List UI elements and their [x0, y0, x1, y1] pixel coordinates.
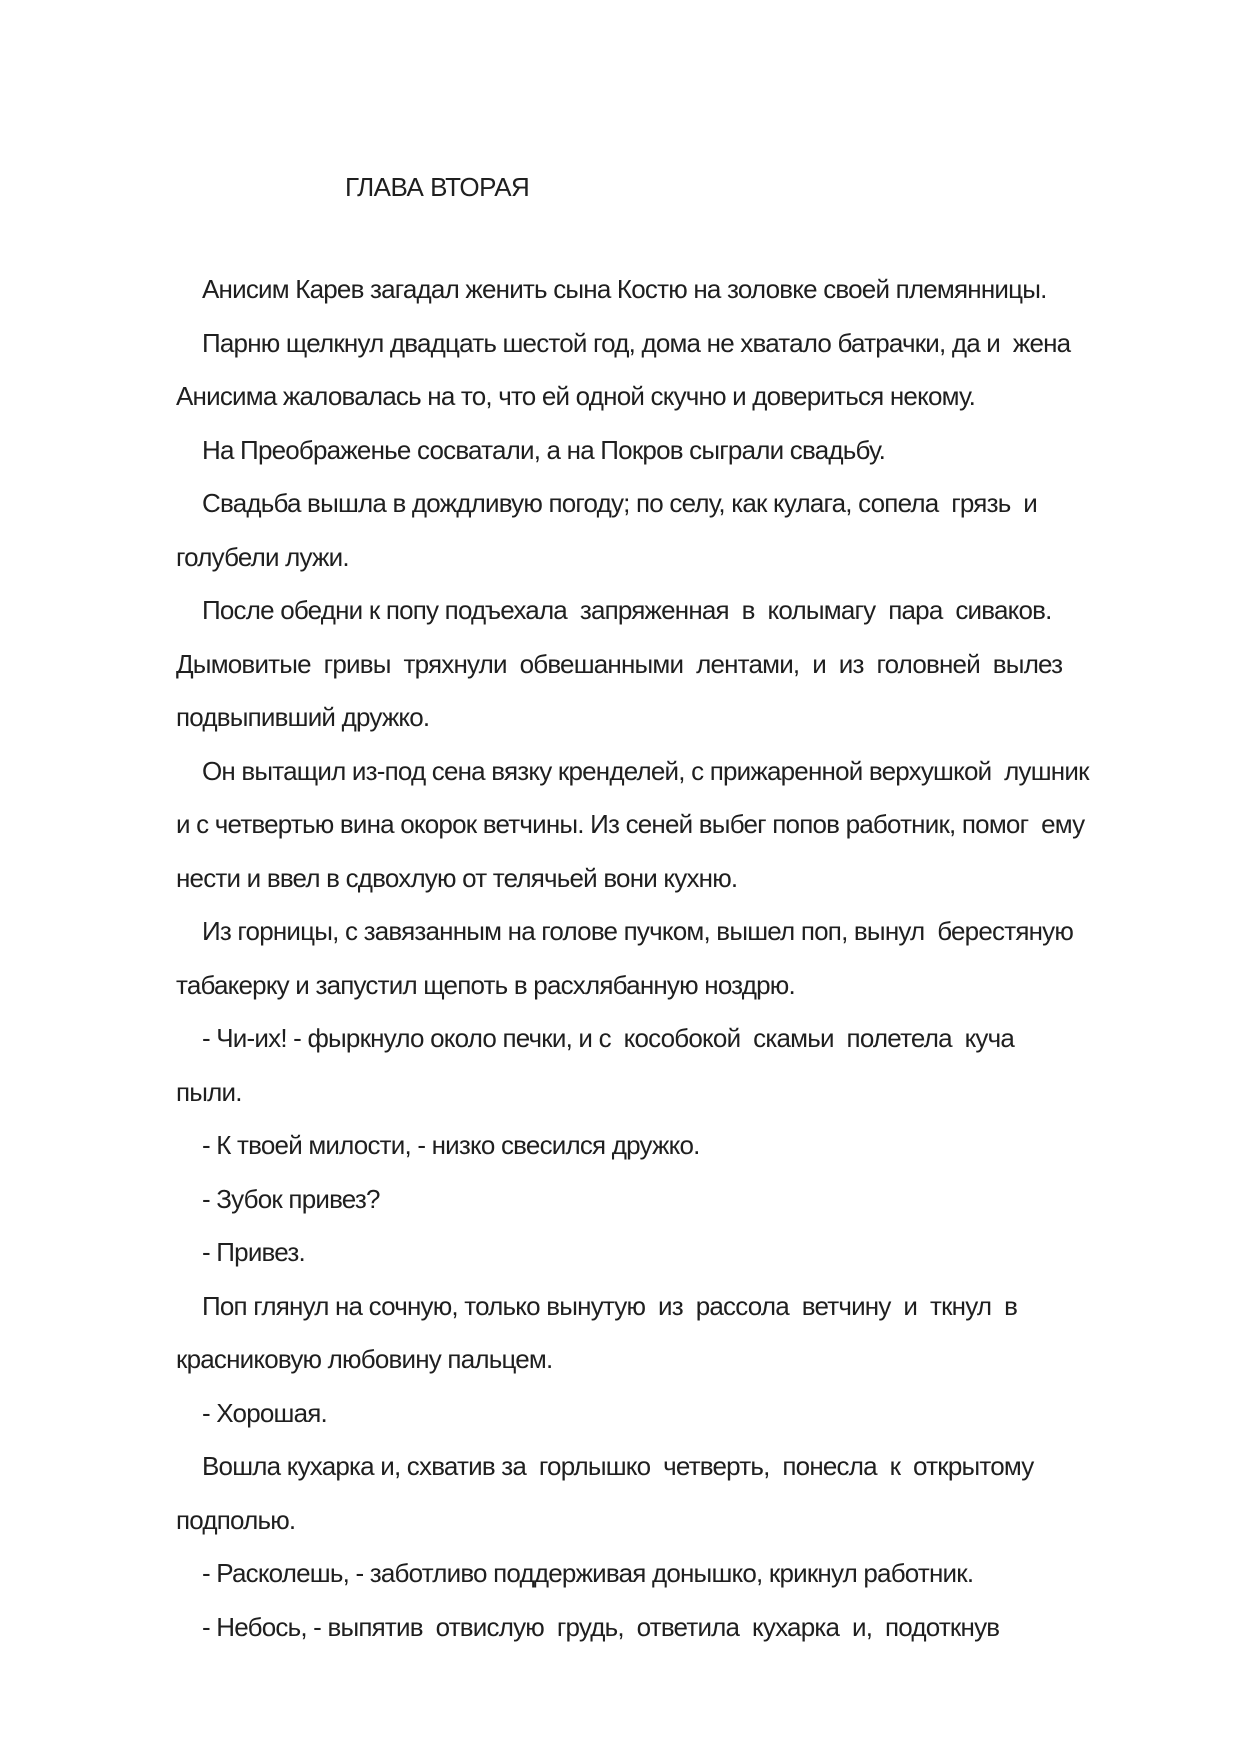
text-line: Анисима жаловалась на то, что ей одной скучно и довериться некому.: [176, 381, 975, 411]
text-line: табакерку и запустил щепоть в расхлябанную ноздрю.: [176, 969, 795, 1000]
text-line: нести и ввел в сдвохлую от телячьей вони кухню.: [176, 862, 738, 893]
text-line: - Хорошая.: [202, 1397, 327, 1428]
text-line: На Преображенье сосватали, а на Покров сыграли свадьбу.: [202, 434, 886, 465]
text-line: - Небось, - выпятив отвислую грудь, ответила кухарка и, подоткнув: [202, 1611, 1000, 1642]
text-line: Парню щелкнул двадцать шестой год, дома не хватало батрачки, да и жена: [202, 327, 1071, 358]
text-line: подполью.: [176, 1504, 296, 1535]
text-line: Из горницы, с завязанным на голове пучком, вышел поп, вынул берестяную: [202, 916, 1074, 946]
text-line: Поп глянул на сочную, только вынутую из рассола ветчину и ткнул в: [202, 1290, 1018, 1321]
text-line: Вошла кухарка и, схватив за горлышко четверть, понесла к открытому: [202, 1451, 1034, 1481]
text-line: красниковую любовину пальцем.: [176, 1344, 553, 1374]
text-line: - К твоей милости, - низко свесился дружко.: [202, 1130, 700, 1160]
document-body: [176, 263, 1136, 1654]
text-line: Он вытащил из-под сена вязку кренделей, с прижаренной верхушкой лушник: [202, 755, 1089, 786]
text-line: - Расколешь, - заботливо поддерживая донышко, крикнул работник.: [202, 1558, 974, 1588]
text-line: Свадьба вышла в дождливую погоду; по селу, как кулага, сопела грязь и: [202, 488, 1038, 518]
text-line: Анисим Карев загадал женить сына Костю на золовке своей племянницы.: [202, 274, 1047, 304]
text-line: подвыпивший дружко.: [176, 702, 430, 732]
text-line: - Привез.: [202, 1237, 305, 1267]
text-line: После обедни к попу подъехала запряженная в колымагу пара сиваков.: [202, 595, 1052, 625]
text-line: голубели лужи.: [176, 541, 349, 572]
text-line: и с четвертью вина окорок ветчины. Из сеней выбег попов работник, помог ему: [176, 809, 1085, 839]
text-line: Дымовитые гривы тряхнули обвешанными лентами, и из головней вылез: [176, 648, 1063, 679]
text-line: - Зубок привез?: [202, 1183, 380, 1214]
text-line: пыли.: [176, 1076, 242, 1107]
text-line: - Чи-их! - фыркнуло около печки, и с кособокой скамьи полетела куча: [202, 1023, 1015, 1053]
chapter-heading: ГЛАВА ВТОРАЯ: [345, 172, 530, 202]
